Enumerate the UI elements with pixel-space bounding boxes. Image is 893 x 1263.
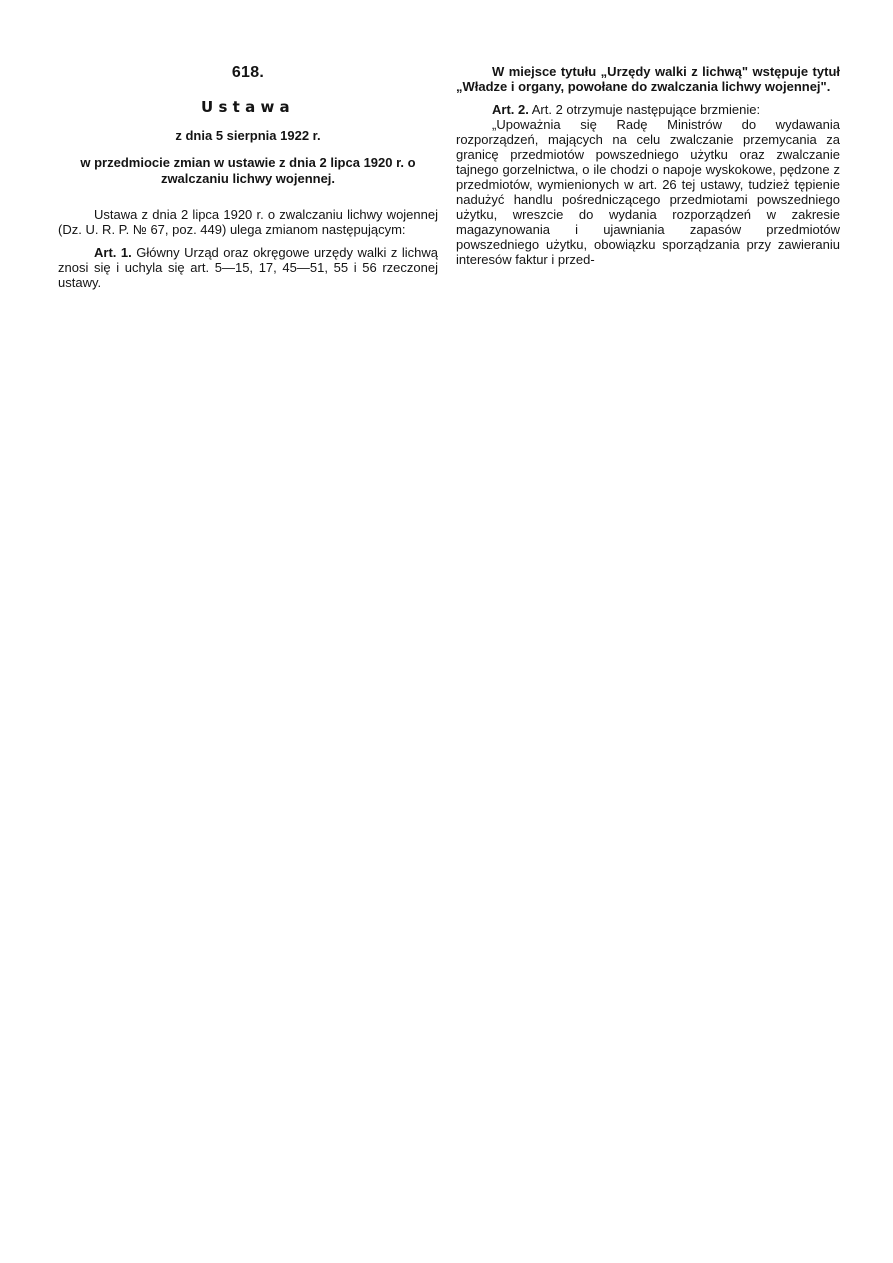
document-number: 618. xyxy=(231,64,265,81)
article-1 xyxy=(58,245,438,290)
article-2-text: Art. 2 otrzymuje następujące brzmienie: xyxy=(531,102,761,117)
intro-paragraph: Ustawa z dnia 2 lipca 1920 r. o zwalczaniu lichwy wojennej (Dz. U. R. P. № 67, poz. 449) ulega zmianom następującym: xyxy=(58,207,438,237)
article-2-label: Art. 2. xyxy=(492,102,529,117)
document-subject: w przedmiocie zmian w ustawie z dnia 2 lipca 1920 r. o zwalczaniu lichwy wojennej. xyxy=(80,155,416,186)
document-date: z dnia 5 sierpnia 1922 r. xyxy=(175,128,321,143)
article-2 xyxy=(456,102,840,117)
left-column xyxy=(58,64,438,298)
article-2-quote: „Upoważnia się Radę Ministrów do wydawania rozporządzeń, mających na celu zwalczanie przemycania za granicę przedmiotów powszedniego użytku oraz zwalczanie tajnego gorzelnictwa, o ile chodzi o napoje wyskokowe, pędzone z przedmiotów, wymienionych w art. 26 tej ustawy, tudzież tępienie nadużyć handlu pośredniczącego przedmiotami powszedniego użytku, wreszcie do wydania rozporządzeń w zakresie magazynowania i ujawniania zapasów przedmiotów powszedniego użytku, obowiązku sporządzania przy zawieraniu interesów faktur i przed- xyxy=(456,117,840,267)
right-column xyxy=(456,64,840,267)
article-1-text: Główny Urząd oraz okręgowe urzędy walki z lichwą znosi się i uchyla się art. 5—15, 17, 45—51, 55 i 56 rzeczonej ustawy. xyxy=(58,245,438,290)
document-title: Ustawa xyxy=(201,98,295,116)
title-change-paragraph: W miejsce tytułu „Urzędy walki z lichwą" wstępuje tytuł „Władze i organy, powołane do zwalczania lichwy wojennej". xyxy=(456,64,840,94)
article-1-label: Art. 1. xyxy=(94,245,132,260)
